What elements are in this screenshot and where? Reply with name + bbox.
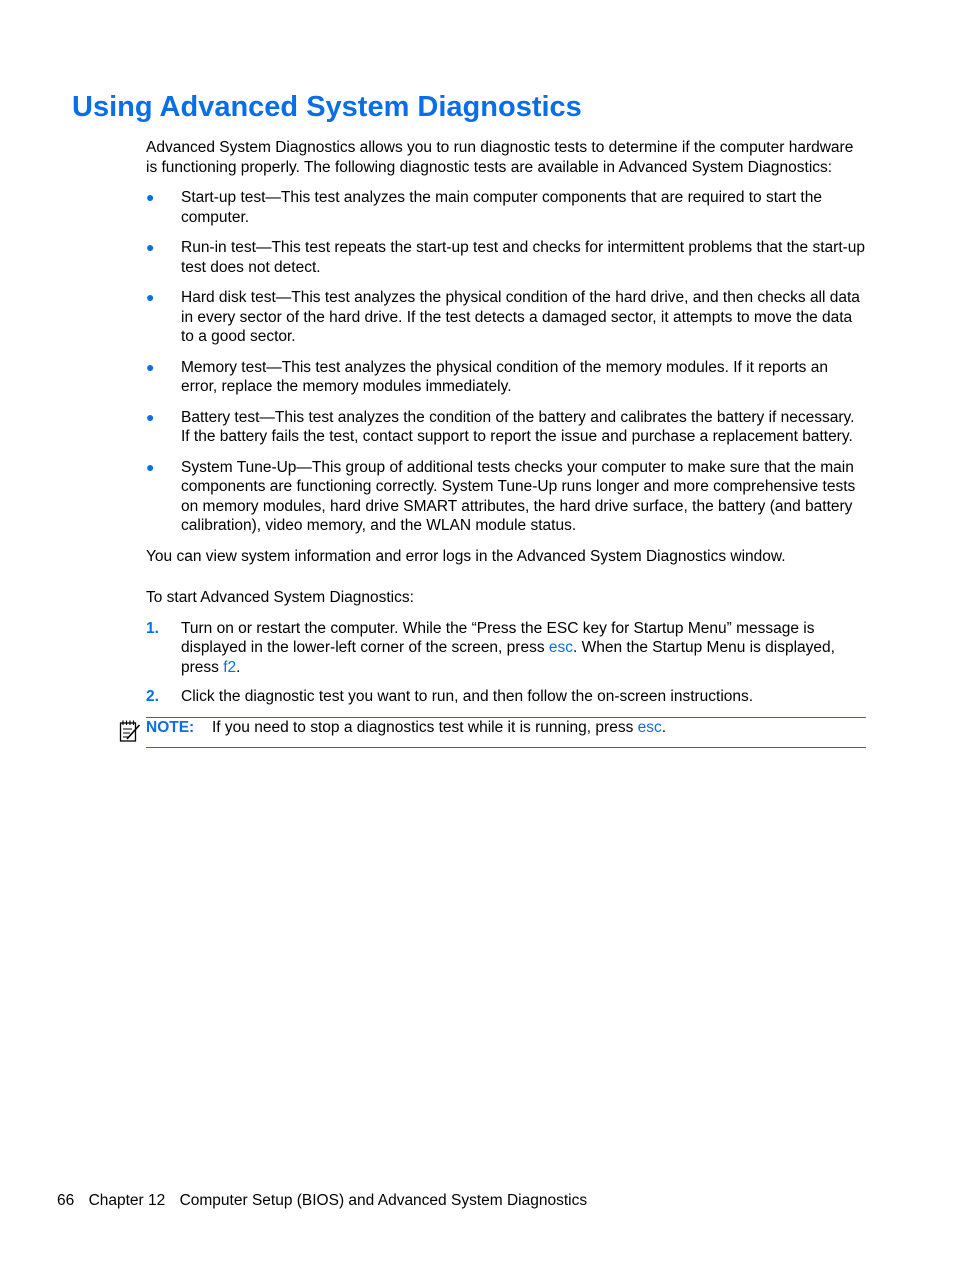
diagnostic-tests-list: [146, 188, 866, 536]
list-item-text: Battery test—This test analyzes the condition of the battery and calibrates the battery if necessary. If the battery fails the test, contact support to report the issue and purchase a replacement battery.: [181, 408, 855, 445]
list-item-text: Hard disk test—This test analyzes the physical condition of the hard drive, and then checks all data in every sector of the hard drive. If the test detects a damaged sector, it attempts to move the data to a good sector.: [181, 289, 860, 345]
page-title: Using Advanced System Diagnostics: [72, 91, 582, 123]
main-content: [146, 138, 866, 748]
list-item: [146, 238, 866, 277]
page-number: 66: [57, 1192, 75, 1209]
note-label: NOTE:: [146, 718, 195, 736]
start-instructions-heading: To start Advanced System Diagnostics:: [146, 589, 414, 606]
list-item-text: Start-up test—This test analyzes the main computer components that are required to start the computer.: [181, 189, 822, 226]
list-item: [146, 458, 866, 536]
bullet-icon: ●: [146, 408, 155, 425]
list-item: [146, 188, 866, 227]
key-esc: esc: [637, 718, 662, 736]
view-info-paragraph: You can view system information and error logs in the Advanced System Diagnostics window.: [146, 547, 786, 565]
step-text-part: Turn on or restart the computer. While the “Press the ESC key for Startup Menu” message is displayed in the lower-left corner of the screen, press: [181, 619, 815, 656]
step-number: 1.: [146, 619, 159, 637]
step-text: [181, 620, 835, 676]
list-item-text: Run-in test—This test repeats the start-up test and checks for intermittent problems that the start-up test does not detect.: [181, 239, 866, 276]
step-number: 2.: [146, 688, 159, 705]
bullet-icon: ●: [146, 358, 155, 375]
intro-paragraph: Advanced System Diagnostics allows you to run diagnostic tests to determine if the computer hardware is functioning properly. The following diagnostic tests are available in Advanced System Diagnostics:: [146, 139, 854, 176]
note-box: [146, 717, 866, 749]
bullet-icon: ●: [146, 189, 155, 205]
step-text-part: . When the Startup Menu is displayed, press: [181, 639, 835, 676]
list-item: [146, 358, 866, 397]
note-end: .: [661, 718, 667, 736]
steps-list: [146, 619, 866, 707]
bullet-icon: ●: [146, 289, 155, 305]
key-f2: f2: [223, 658, 237, 676]
note-text: If you need to stop a diagnostics test while it is running, press: [212, 718, 638, 736]
chapter-label: Chapter 12: [88, 1192, 166, 1209]
bullet-icon: ●: [146, 458, 155, 475]
list-item-text: System Tune-Up—This group of additional tests checks your computer to make sure that the main components are functioning correctly. System Tune-Up runs longer and more comprehensive tests on memory modules, hard drive SMART attributes, the hard drive surface, the battery (and battery calibration), video memory, and the WLAN module status.: [181, 458, 856, 534]
list-item: [146, 408, 866, 447]
step-item: [146, 687, 866, 707]
note-pad-icon: [119, 719, 141, 743]
list-item-text: Memory test—This test analyzes the physical condition of the memory modules. If it reports an error, replace the memory modules immediately.: [181, 358, 828, 395]
key-esc: esc: [548, 639, 574, 656]
bullet-icon: ●: [146, 239, 155, 255]
page-footer: [57, 1191, 597, 1211]
step-text-part: .: [236, 658, 241, 676]
chapter-title: Computer Setup (BIOS) and Advanced System Diagnostics: [179, 1192, 588, 1209]
list-item: [146, 288, 866, 347]
step-item: [146, 619, 866, 678]
step-text: Click the diagnostic test you want to run, and then follow the on-screen instructions.: [181, 688, 754, 705]
